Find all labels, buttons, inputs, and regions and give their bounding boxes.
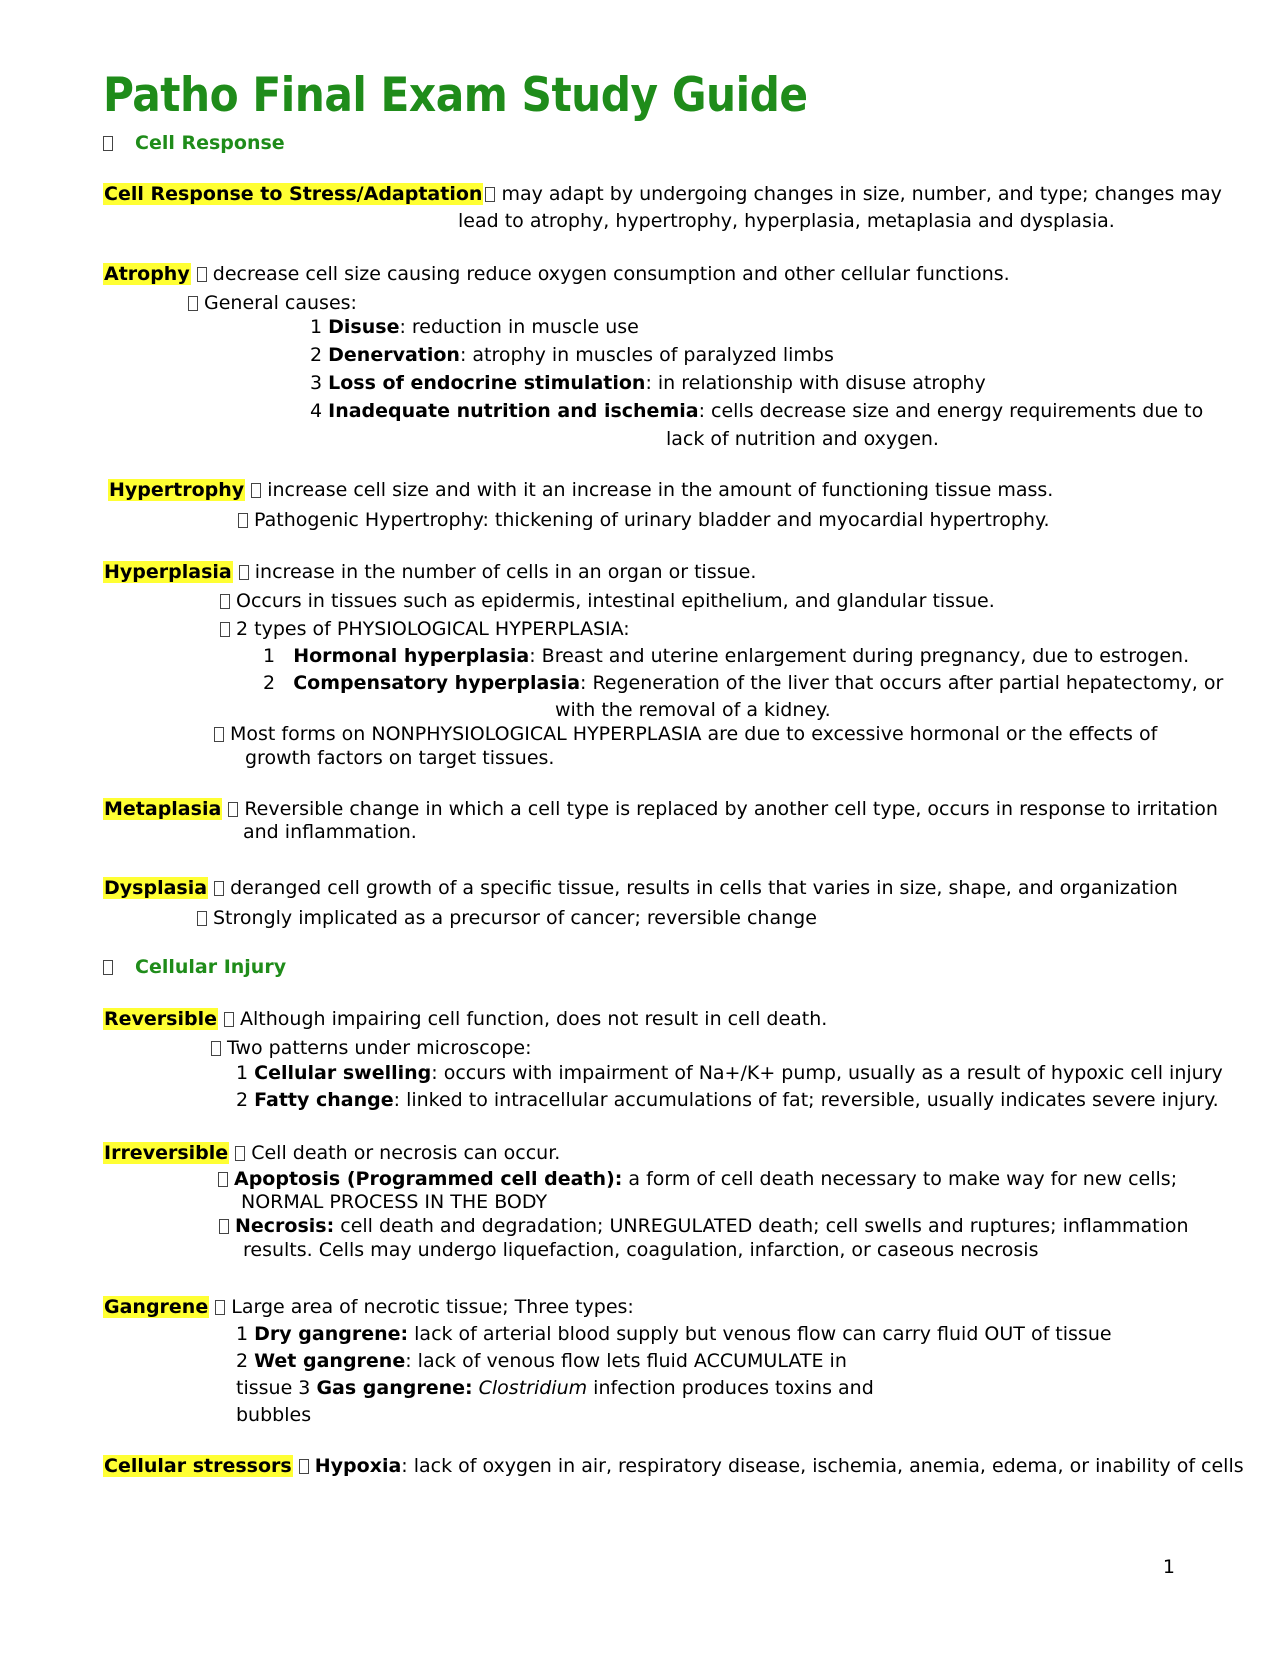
checkbox-bullet-icon [103,960,113,975]
apoptosis-line: Apoptosis (Programmed cell death): a form of cell death necessary to make way for new cells; [218,1167,1177,1191]
list-item: 1 Dry gangrene: lack of arterial blood supply but venous flow can carry fluid OUT of tissue [236,1323,1112,1345]
atrophy-line: Atrophy decrease cell size causing reduce oxygen consumption and other cellular functions. [104,263,1010,285]
gangrene-cont: bubbles [236,1404,312,1426]
dysplasia-line: Dysplasia deranged cell growth of a specific tissue, results in cells that varies in size, shape, and organization [104,877,1178,899]
term-reversible: Reversible [104,1008,217,1030]
hyperplasia-sub-3: Most forms on NONPHYSIOLOGICAL HYPERPLASIA are due to excessive hormonal or the effects of [214,722,1157,746]
reversible-sub: Two patterns under microscope: [211,1036,531,1060]
hyperplasia-sub-2: 2 types of PHYSIOLOGICAL HYPERPLASIA: [220,617,630,641]
metaplasia-line: Metaplasia Reversible change in which a cell type is replaced by another cell type, occurs in response to irritation [104,798,1218,820]
stress-line-2: lead to atrophy, hypertrophy, hyperplasia, metaplasia and dysplasia. [458,210,1115,232]
arrow-bullet-icon [211,1041,221,1056]
list-item: 2 Denervation: atrophy in muscles of paralyzed limbs [310,344,834,366]
section-heading-cell-response: Cell Response [103,131,285,155]
page-number: 1 [1162,1556,1175,1578]
arrow-bullet-icon [188,296,198,311]
arrow-bullet-icon [219,1219,229,1234]
term-irreversible: Irreversible [104,1142,229,1164]
list-item: 2 Wet gangrene: lack of venous flow lets fluid ACCUMULATE in [236,1350,847,1372]
hypertrophy-sub: Pathogenic Hypertrophy: thickening of urinary bladder and myocardial hypertrophy. [238,508,1050,532]
section-heading-cellular-injury: Cellular Injury [103,955,286,979]
arrow-bullet-icon [220,594,230,609]
arrow-bullet-icon [218,1172,228,1187]
term-stress: Cell Response to Stress/Adaptation [104,183,483,205]
hyperplasia-sub-3-cont: growth factors on target tissues. [245,747,555,769]
arrow-bullet-icon [235,1146,245,1161]
term-hyperplasia: Hyperplasia [104,561,232,583]
arrow-bullet-icon [220,622,230,637]
arrow-bullet-icon [239,565,249,580]
list-item: 1 Hormonal hyperplasia: Breast and uterine enlargement during pregnancy, due to estrogen. [263,645,1190,667]
arrow-bullet-icon [197,911,207,926]
list-item: 2 Fatty change: linked to intracellular accumulations of fat; reversible, usually indicates severe injury. [236,1089,1219,1111]
arrow-bullet-icon [214,727,224,742]
necrosis-line: Necrosis: cell death and degradation; UNREGULATED death; cell swells and ruptures; inflammation [219,1214,1189,1238]
arrow-bullet-icon [299,1459,309,1474]
necrosis-cont: results. Cells may undergo liquefaction, coagulation, infarction, or caseous necrosis [243,1239,1039,1261]
list-item: 3 Loss of endocrine stimulation: in relationship with disuse atrophy [310,372,986,394]
atrophy-sub: General causes: [188,291,357,315]
arrow-bullet-icon [197,267,207,282]
list-item: 2 Compensatory hyperplasia: Regeneration of the liver that occurs after partial hepatectomy, or [263,672,1224,694]
dysplasia-sub: Strongly implicated as a precursor of cancer; reversible change [197,906,817,930]
list-item: 1 Cellular swelling: occurs with impairment of Na+/K+ pump, usually as a result of hypoxic cell injury [236,1062,1223,1084]
term-dysplasia: Dysplasia [104,877,208,899]
term-atrophy: Atrophy [104,263,190,285]
term-gangrene: Gangrene [104,1296,209,1318]
hyperplasia-sub-1: Occurs in tissues such as epidermis, intestinal epithelium, and glandular tissue. [220,589,995,613]
arrow-bullet-icon [238,513,248,528]
arrow-bullet-icon [224,1012,234,1027]
list-item: tissue 3 Gas gangrene: Clostridium infection produces toxins and [236,1377,874,1399]
irreversible-line: Irreversible Cell death or necrosis can occur. [104,1142,561,1164]
hypertrophy-line: Hypertrophy increase cell size and with it an increase in the amount of functioning tissue mass. [109,479,1054,501]
arrow-bullet-icon [214,881,224,896]
page-title: Patho Final Exam Study Guide [103,68,808,123]
checkbox-bullet-icon [103,136,113,151]
term-hypertrophy: Hypertrophy [109,479,245,501]
term-metaplasia: Metaplasia [104,798,222,820]
list-item: 1 Disuse: reduction in muscle use [310,316,639,338]
arrow-bullet-icon [228,802,238,817]
gangrene-line: Gangrene Large area of necrotic tissue; Three types: [104,1296,634,1318]
hyperplasia-line: Hyperplasia increase in the number of cells in an organ or tissue. [104,561,757,583]
list-item: 4 Inadequate nutrition and ischemia: cells decrease size and energy requirements due to [310,400,1204,422]
stress-line-1: Cell Response to Stress/Adaptation may adapt by undergoing changes in size, number, and type; changes may [104,183,1222,205]
arrow-bullet-icon [251,483,261,498]
apoptosis-cont: NORMAL PROCESS IN THE BODY [241,1191,548,1213]
reversible-line: Reversible Although impairing cell function, does not result in cell death. [104,1008,828,1030]
arrow-bullet-icon [215,1300,225,1315]
atrophy-cont: lack of nutrition and oxygen. [666,428,939,450]
metaplasia-cont: and inflammation. [243,821,417,843]
stressors-line: Cellular stressors Hypoxia: lack of oxygen in air, respiratory disease, ischemia, anemia, edema, or inability of cells [104,1455,1244,1477]
hyperplasia-cont: with the removal of a kidney. [555,699,831,721]
arrow-bullet-icon [485,187,495,202]
term-cellular-stressors: Cellular stressors [104,1455,292,1477]
